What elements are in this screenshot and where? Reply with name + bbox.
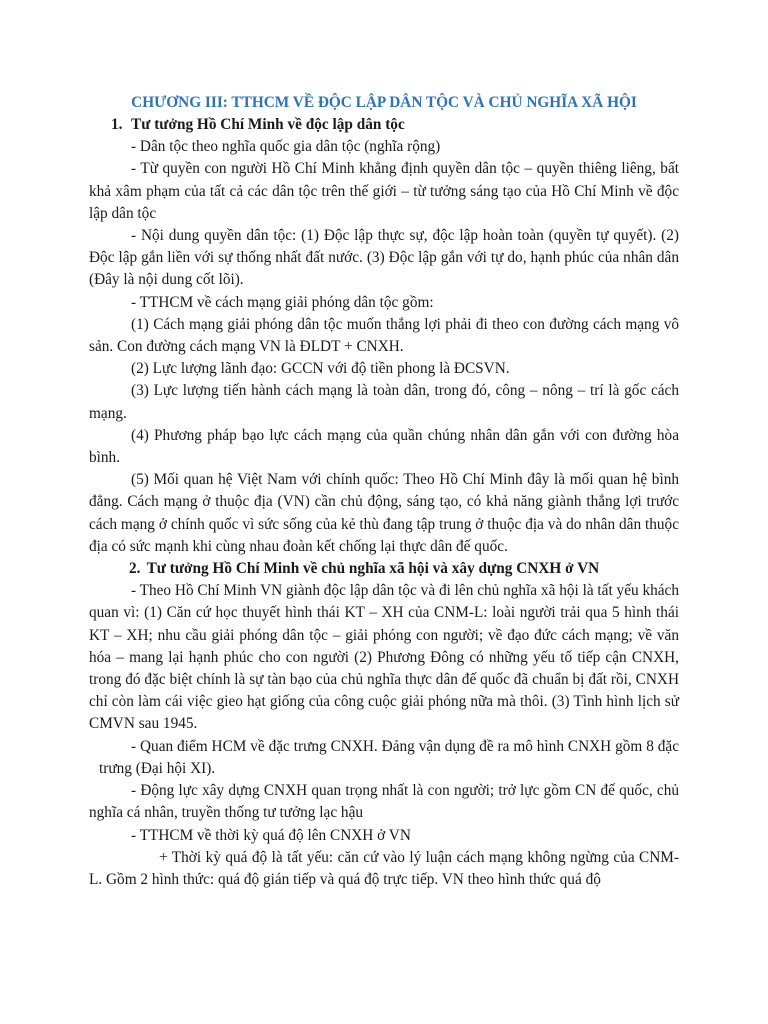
paragraph: - Dân tộc theo nghĩa quốc gia dân tộc (nghĩa rộng) <box>131 138 441 156</box>
section-1-heading-text: Tư tưởng Hồ Chí Minh về độc lập dân tộc <box>131 116 405 133</box>
paragraph: (5) Mối quan hệ Việt Nam với chính quốc: Theo Hồ Chí Minh đây là mối quan hệ bình đẳng. Cách mạng ở thuộc địa (VN) cần chủ động, sáng tạo, có khả năng giành thắng lợi trước cách mạng ở chính quốc vì sức sống của kẻ thù đang tập trung ở thuộc địa và do nhân dân thuộc địa có sức mạnh khi cùng nhau đoàn kết chống lại thực dân đế quốc. <box>89 471 679 555</box>
paragraph: + Thời kỳ quá độ là tất yếu: căn cứ vào lý luận cách mạng không ngừng của CNM-L. Gồm 2 hình thức: quá độ gián tiếp và quá độ trực tiếp. VN theo hình thức quá độ <box>89 848 679 888</box>
chapter-title: CHƯƠNG III: TTHCM VỀ ĐỘC LẬP DÂN TỘC VÀ CHỦ NGHĨA XÃ HỘI <box>131 94 637 111</box>
section-2-number: 2. <box>129 560 141 578</box>
paragraph: - Theo Hồ Chí Minh VN giành độc lập dân tộc và đi lên chủ nghĩa xã hội là tất yếu khách quan vì: (1) Căn cứ học thuyết hình thái KT – XH của CNM-L: loài người trải qua 5 hình thái KT – XH; nhu cầu giải phóng dân tộc – giải phóng con người; về đạo đức cách mạng; về văn hóa – mang lại hạnh phúc cho con người (2) Phương Đông có những yếu tố tiếp cận CNXH, trong đó đặc biệt chính là sự tàn bạo của chủ nghĩa thực dân đế quốc đã chuẩn bị đất rồi, CNXH chỉ còn làm cái việc gieo hạt giống của công cuộc giải phóng nữa mà thôi. (3) Tình hình lịch sử CMVN sau 1945. <box>89 582 679 733</box>
section-2-heading-text: Tư tưởng Hồ Chí Minh về chủ nghĩa xã hội và xây dựng CNXH ở VN <box>146 560 600 578</box>
paragraph: - TTHCM về thời kỳ quá độ lên CNXH ở VN <box>131 826 411 844</box>
document-page <box>89 92 679 891</box>
paragraph: (3) Lực lượng tiến hành cách mạng là toàn dân, trong đó, công – nông – trí là gốc cách mạng. <box>89 382 679 422</box>
paragraph: - Nội dung quyền dân tộc: (1) Độc lập thực sự, độc lập hoàn toàn (quyền tự quyết). (2) Độc lập gắn liền với sự thống nhất đất nước. (3) Độc lập gắn với tự do, hạnh phúc của nhân dân (Đây là nội dung cốt lõi). <box>89 227 679 289</box>
section-1-number: 1. <box>111 116 123 133</box>
paragraph: (1) Cách mạng giải phóng dân tộc muốn thắng lợi phải đi theo con đường cách mạng vô sản. Con đường cách mạng VN là ĐLDT + CNXH. <box>89 315 679 356</box>
section-1-heading <box>89 114 679 136</box>
paragraph: - Từ quyền con người Hồ Chí Minh khẳng định quyền dân tộc – quyền thiêng liêng, bất khả xâm phạm của tất cả các dân tộc trên thế giới – từ tưởng sáng tạo của Hồ Chí Minh về độc lập dân tộc <box>89 160 679 222</box>
paragraph: - Quan điểm HCM về đặc trưng CNXH. Đảng vận dụng đề ra mô hình CNXH gồm 8 đặc trưng (Đại hội XI). <box>99 737 679 777</box>
section-2-heading <box>89 558 679 580</box>
paragraph: (2) Lực lượng lãnh đạo: GCCN với độ tiền phong là ĐCSVN. <box>131 360 510 378</box>
paragraph: - TTHCM về cách mạng giải phóng dân tộc gồm: <box>131 293 434 311</box>
paragraph: - Động lực xây dựng CNXH quan trọng nhất là con người; trở lực gồm CN đế quốc, chủ nghĩa cá nhân, truyền thống tư tưởng lạc hậu <box>89 782 679 822</box>
paragraph: (4) Phương pháp bạo lực cách mạng của quần chúng nhân dân gắn với con đường hòa bình. <box>89 426 679 467</box>
